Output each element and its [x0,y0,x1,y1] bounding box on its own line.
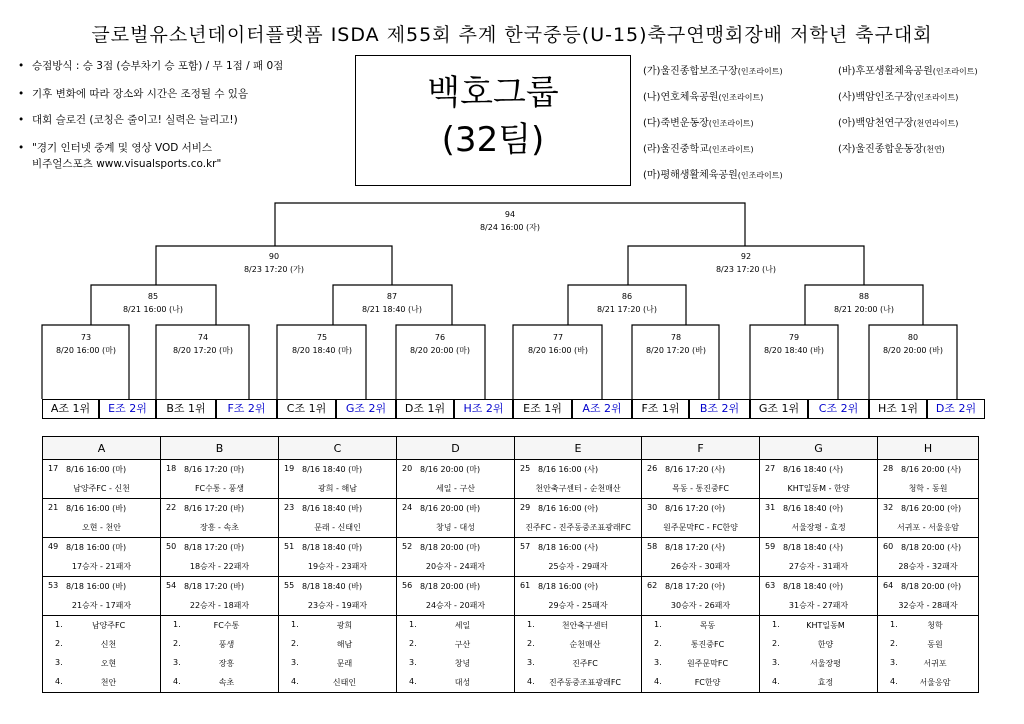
match-time: 8/18 18:40 (마) [302,543,363,552]
page-title: 글로벌유소년데이터플랫폼 ISDA 제55회 추계 한국중등(U-15)축구연맹회장배 저학년 축구대회 [91,24,933,46]
match-number: 62 [647,581,658,590]
match-teams: 24승자 - 20패자 [397,596,515,616]
match-time: 8/18 20:00 (바) [420,582,481,591]
group-schedule-table [42,436,979,693]
rank-row [43,616,979,636]
rank-cell [397,635,515,654]
match-number: 49 [48,542,59,551]
match-number: 26 [647,464,658,473]
match-teams: 17승자 - 21패자 [43,557,161,577]
match-teams: 21승자 - 17패자 [43,596,161,616]
bracket-slot: D조 1위 [396,399,454,419]
match-number: 27 [765,464,776,473]
rank-cell [515,635,642,654]
rank-number: 1. [890,620,898,629]
match-teams: 청학 - 동원 [878,479,979,499]
rank-number: 2. [772,639,780,648]
match-number: 21 [48,503,59,512]
rank-number: 1. [173,620,181,629]
match-info [515,460,642,480]
table-row [43,460,979,480]
match-number: 59 [765,542,776,551]
bracket-match-r16: 76 8/20 20:00 (마) [409,333,471,355]
rank-number: 1. [772,620,780,629]
rank-number: 3. [890,658,898,667]
bracket-match-semi: 90 8/23 17:20 (가) [243,252,305,274]
match-teams: 18승자 - 22패자 [161,557,279,577]
match-teams: 20승자 - 24패자 [397,557,515,577]
match-number: 58 [647,542,658,551]
match-teams: 28승자 - 32패자 [878,557,979,577]
venue-item: (라)울진중학교(인조라이트) [643,144,754,155]
rank-number: 3. [654,658,662,667]
match-teams: 27승자 - 31패자 [760,557,878,577]
table-row [43,596,979,616]
match-info [43,577,161,597]
rank-team: 오현 [100,659,117,668]
bracket-slot: G조 1위 [750,399,808,419]
match-time: 8/18 16:00 (마) [66,543,127,552]
bracket-match-quarter: 85 8/21 16:00 (나) [122,292,184,314]
match-info [760,538,878,558]
rank-cell [878,654,979,673]
match-info [397,577,515,597]
match-teams: 목동 - 통진중FC [642,479,760,499]
match-number: 50 [166,542,177,551]
bracket-slot: A조 1위 [42,399,99,419]
rank-team: 문래 [336,659,353,668]
rank-number: 4. [173,677,181,686]
rank-number: 2. [173,639,181,648]
table-row [43,499,979,519]
rank-number: 2. [654,639,662,648]
rank-cell [43,635,161,654]
rank-cell [878,616,979,636]
venue-item: (다)죽변운동장(인조라이트) [643,118,754,129]
bracket-slot: C조 2위 [808,399,869,419]
match-number: 32 [883,503,894,512]
match-time: 8/16 16:00 (마) [66,465,127,474]
rank-team: 천안 [100,678,117,687]
match-teams: 오현 - 천안 [43,518,161,538]
match-time: 8/16 17:20 (바) [184,504,245,513]
match-number: 51 [284,542,295,551]
rank-number: 1. [409,620,417,629]
rank-number: 1. [654,620,662,629]
rank-cell [161,654,279,673]
rank-number: 4. [291,677,299,686]
match-time: 8/18 17:20 (바) [184,582,245,591]
match-number: 29 [520,503,531,512]
rank-cell [397,673,515,693]
rank-number: 4. [409,677,417,686]
rank-cell [279,616,397,636]
match-info [515,577,642,597]
rank-number: 3. [409,658,417,667]
match-number: 56 [402,581,413,590]
match-number: 23 [284,503,295,512]
rank-number: 4. [890,677,898,686]
bracket-slot: D조 2위 [927,399,985,419]
group-header: B [161,437,279,460]
match-number: 57 [520,542,531,551]
rank-team: 한양 [817,640,834,649]
rank-team: 원주문막FC [686,659,729,668]
match-number: 18 [166,464,177,473]
bracket-match-r16: 79 8/20 18:40 (바) [763,333,825,355]
match-time: 8/18 18:40 (아) [783,582,844,591]
rank-cell [279,673,397,693]
match-time: 8/16 17:20 (사) [665,465,726,474]
bracket-slot: B조 2위 [689,399,750,419]
venue-item: (가)울진종합보조구장(인조라이트) [643,66,783,77]
match-teams: 진주FC - 진주동중조표광래FC [515,518,642,538]
rank-team: 동원 [927,640,943,649]
rank-number: 4. [527,677,535,686]
bracket-match-r16: 78 8/20 17:20 (바) [645,333,707,355]
rank-number: 3. [772,658,780,667]
rank-cell [161,635,279,654]
rank-number: 2. [291,639,299,648]
match-info [161,499,279,519]
rank-number: 3. [527,658,535,667]
venue-item: (마)평해생활체육공원(인조라이트) [643,170,783,181]
match-info [43,460,161,480]
rank-number: 4. [654,677,662,686]
rank-cell [161,616,279,636]
rank-cell [515,673,642,693]
match-time: 8/18 20:00 (아) [901,582,962,591]
group-header: D [397,437,515,460]
match-number: 61 [520,581,531,590]
bracket-match-quarter: 86 8/21 17:20 (나) [596,292,658,314]
match-info [43,499,161,519]
match-info [642,577,760,597]
rank-cell [43,616,161,636]
rank-number: 2. [890,639,898,648]
rank-cell [642,654,760,673]
rank-number: 3. [291,658,299,667]
match-info [878,538,979,558]
rank-team: 광희 [336,621,353,630]
match-time: 8/18 17:20 (사) [665,543,726,552]
rank-cell [43,654,161,673]
rank-number: 4. [772,677,780,686]
rank-team: 풍생 [218,640,235,649]
match-teams: 31승자 - 27패자 [760,596,878,616]
rank-number: 2. [409,639,417,648]
rank-team: 해남 [336,640,353,649]
match-info [760,577,878,597]
match-time: 8/16 17:20 (아) [665,504,726,513]
rank-cell [878,635,979,654]
match-number: 28 [883,464,894,473]
rank-cell [760,654,878,673]
match-number: 24 [402,503,413,512]
match-time: 8/18 16:00 (바) [66,582,127,591]
match-info [878,460,979,480]
bracket-match-semi: 92 8/23 17:20 (나) [715,252,777,274]
group-header: G [760,437,878,460]
bracket-slot: A조 2위 [572,399,632,419]
bracket-slot: H조 1위 [869,399,927,419]
match-time: 8/18 20:00 (마) [420,543,481,552]
match-time: 8/18 17:20 (아) [665,582,726,591]
match-info [642,460,760,480]
group-header: H [878,437,979,460]
rank-number: 1. [291,620,299,629]
match-info [161,460,279,480]
match-info [760,499,878,519]
group-header: F [642,437,760,460]
rank-team: 순천매산 [569,640,601,649]
rank-cell [878,673,979,693]
bracket-match-r16: 77 8/20 16:00 (바) [527,333,589,355]
bracket-match-r16: 74 8/20 17:20 (마) [172,333,234,355]
rank-team: FC한양 [694,678,721,687]
match-teams: 22승자 - 18패자 [161,596,279,616]
match-number: 31 [765,503,776,512]
match-teams: 원주문막FC - FC한양 [642,518,760,538]
match-info [161,577,279,597]
match-time: 8/18 16:00 (사) [538,543,599,552]
match-teams: 천안축구센터 - 순천매산 [515,479,642,499]
table-row [43,518,979,538]
match-time: 8/18 17:20 (마) [184,543,245,552]
match-time: 8/16 18:40 (아) [783,504,844,513]
match-time: 8/16 20:00 (마) [420,465,481,474]
match-teams: KHT일동M - 한양 [760,479,878,499]
group-header: E [515,437,642,460]
match-time: 8/18 16:00 (아) [538,582,599,591]
match-teams: 19승자 - 23패자 [279,557,397,577]
rank-team: 효정 [817,678,834,687]
bracket-slot: H조 2위 [454,399,513,419]
match-info [161,538,279,558]
rank-team: 진주FC [572,659,598,668]
bracket-match-final: 94 8/24 16:00 (자) [479,210,541,232]
venue-item: (아)백암천연구장(천연라이트) [838,118,959,129]
bracket-match-r16: 73 8/20 16:00 (마) [55,333,117,355]
match-teams: FC수통 - 풍생 [161,479,279,499]
match-number: 63 [765,581,776,590]
bracket-slot: F조 2위 [216,399,277,419]
match-info [878,499,979,519]
rank-team: 구산 [454,640,471,649]
match-info [515,499,642,519]
bracket-slot: G조 2위 [336,399,396,419]
match-teams: 32승자 - 28패자 [878,596,979,616]
rank-team: 천안축구센터 [561,621,609,630]
match-time: 8/18 18:40 (바) [302,582,363,591]
rank-team: 창녕 [454,659,471,668]
rank-team: 장흥 [218,659,235,668]
bracket-slot: B조 1위 [156,399,216,419]
match-time: 8/16 16:00 (사) [538,465,599,474]
rank-team: 남양주FC [91,621,126,630]
match-info [397,460,515,480]
match-time: 8/18 18:40 (사) [783,543,844,552]
match-time: 8/16 18:40 (사) [783,465,844,474]
rank-team: 목동 [699,621,716,630]
rank-cell [397,654,515,673]
match-teams: 25승자 - 29패자 [515,557,642,577]
match-teams: 30승자 - 26패자 [642,596,760,616]
match-info [878,577,979,597]
rank-number: 2. [55,639,63,648]
note-item: • 기후 변화에 따라 장소와 시간은 조정될 수 있음 [18,88,249,100]
note-item: • "경기 인터넷 중계 및 영상 VOD 서비스 [18,142,213,154]
rank-cell [161,673,279,693]
note-item: 비주얼스포츠 www.visualsports.co.kr" [32,158,222,170]
group-header: A [43,437,161,460]
rank-cell [279,635,397,654]
rank-cell [43,673,161,693]
rank-number: 1. [55,620,63,629]
rank-team: 서울장평 [810,659,841,668]
rank-team: 신천 [100,640,117,649]
match-teams: 서울장평 - 효정 [760,518,878,538]
match-number: 22 [166,503,177,512]
match-number: 20 [402,464,413,473]
bracket-match-quarter: 88 8/21 20:00 (나) [833,292,895,314]
match-teams: 세일 - 구산 [397,479,515,499]
match-teams: 장흥 - 속초 [161,518,279,538]
match-teams: 남양주FC - 신천 [43,479,161,499]
match-time: 8/16 20:00 (아) [901,504,962,513]
venue-item: (바)후포생활체육공원(인조라이트) [838,66,978,77]
venue-item: (자)울진종합운동장(천연) [838,144,945,155]
match-info [279,460,397,480]
rank-team: 통진중FC [690,640,725,649]
bracket-match-r16: 75 8/20 18:40 (마) [291,333,353,355]
rank-team: KHT일동M [806,621,845,630]
match-teams: 광희 - 해남 [279,479,397,499]
match-info [279,499,397,519]
group-team-count: (32팀) [441,120,545,160]
match-info [43,538,161,558]
match-time: 8/16 17:20 (마) [184,465,245,474]
rank-cell [760,673,878,693]
rank-team: 신태인 [332,678,357,687]
bracket-match-r16: 80 8/20 20:00 (바) [882,333,944,355]
match-teams: 29승자 - 25패자 [515,596,642,616]
match-info [642,538,760,558]
rank-team: 서귀포 [923,659,947,668]
rank-cell [642,673,760,693]
table-row [43,538,979,558]
bracket-slot: E조 2위 [99,399,156,419]
match-teams: 창녕 - 대성 [397,518,515,538]
rank-cell [642,616,760,636]
rank-row [43,673,979,693]
match-time: 8/16 16:00 (바) [66,504,127,513]
rank-team: FC수통 [213,621,240,630]
group-header: C [279,437,397,460]
rank-cell [642,635,760,654]
bracket-slot: F조 1위 [632,399,689,419]
venue-item: (사)백암인조구장(인조라이트) [838,92,959,103]
rank-cell [279,654,397,673]
rank-team: 속초 [218,678,235,687]
venue-item: (나)연호체육공원(인조라이트) [643,92,764,103]
match-teams: 26승자 - 30패자 [642,557,760,577]
match-info [279,577,397,597]
rank-row [43,654,979,673]
rank-team: 서울응암 [919,678,951,687]
match-number: 52 [402,542,413,551]
match-teams: 23승자 - 19패자 [279,596,397,616]
match-time: 8/18 20:00 (사) [901,543,962,552]
match-number: 55 [284,581,295,590]
match-info [515,538,642,558]
rank-cell [397,616,515,636]
match-number: 25 [520,464,531,473]
group-header-row [43,437,979,460]
rank-number: 1. [527,620,535,629]
bracket-slot: C조 1위 [277,399,336,419]
rank-number: 3. [173,658,181,667]
match-time: 8/16 18:40 (바) [302,504,363,513]
group-name: 백호그룹 [427,73,559,113]
note-item: • 대회 슬로건 (코칭은 줄이고! 실력은 늘리고!) [18,114,238,126]
note-item: • 승점방식 : 승 3점 (승부차기 승 포함) / 무 1점 / 패 0점 [18,60,284,72]
table-row [43,479,979,499]
rank-number: 2. [527,639,535,648]
match-teams: 서귀포 - 서울응암 [878,518,979,538]
rank-team: 세일 [454,621,471,630]
match-number: 54 [166,581,177,590]
match-number: 64 [883,581,894,590]
rank-number: 3. [55,658,63,667]
rank-cell [760,616,878,636]
match-time: 8/16 20:00 (사) [901,465,962,474]
rank-row [43,635,979,654]
rank-team: 진주동중조표광래FC [549,678,622,687]
rank-cell [515,654,642,673]
match-info [397,499,515,519]
match-number: 60 [883,542,894,551]
rank-number: 4. [55,677,63,686]
rank-cell [760,635,878,654]
match-info [642,499,760,519]
match-number: 30 [647,503,658,512]
rank-team: 대성 [454,678,471,687]
rank-team: 청학 [927,621,943,630]
match-teams: 문래 - 신태인 [279,518,397,538]
match-info [760,460,878,480]
match-number: 53 [48,581,59,590]
match-info [397,538,515,558]
table-row [43,577,979,597]
bracket-slot: E조 1위 [513,399,572,419]
match-number: 19 [284,464,295,473]
match-info [279,538,397,558]
table-row [43,557,979,577]
match-time: 8/16 20:00 (바) [420,504,481,513]
match-time: 8/16 18:40 (마) [302,465,363,474]
rank-cell [515,616,642,636]
match-number: 17 [48,464,59,473]
match-time: 8/16 16:00 (아) [538,504,599,513]
bracket-match-quarter: 87 8/21 18:40 (나) [361,292,423,314]
